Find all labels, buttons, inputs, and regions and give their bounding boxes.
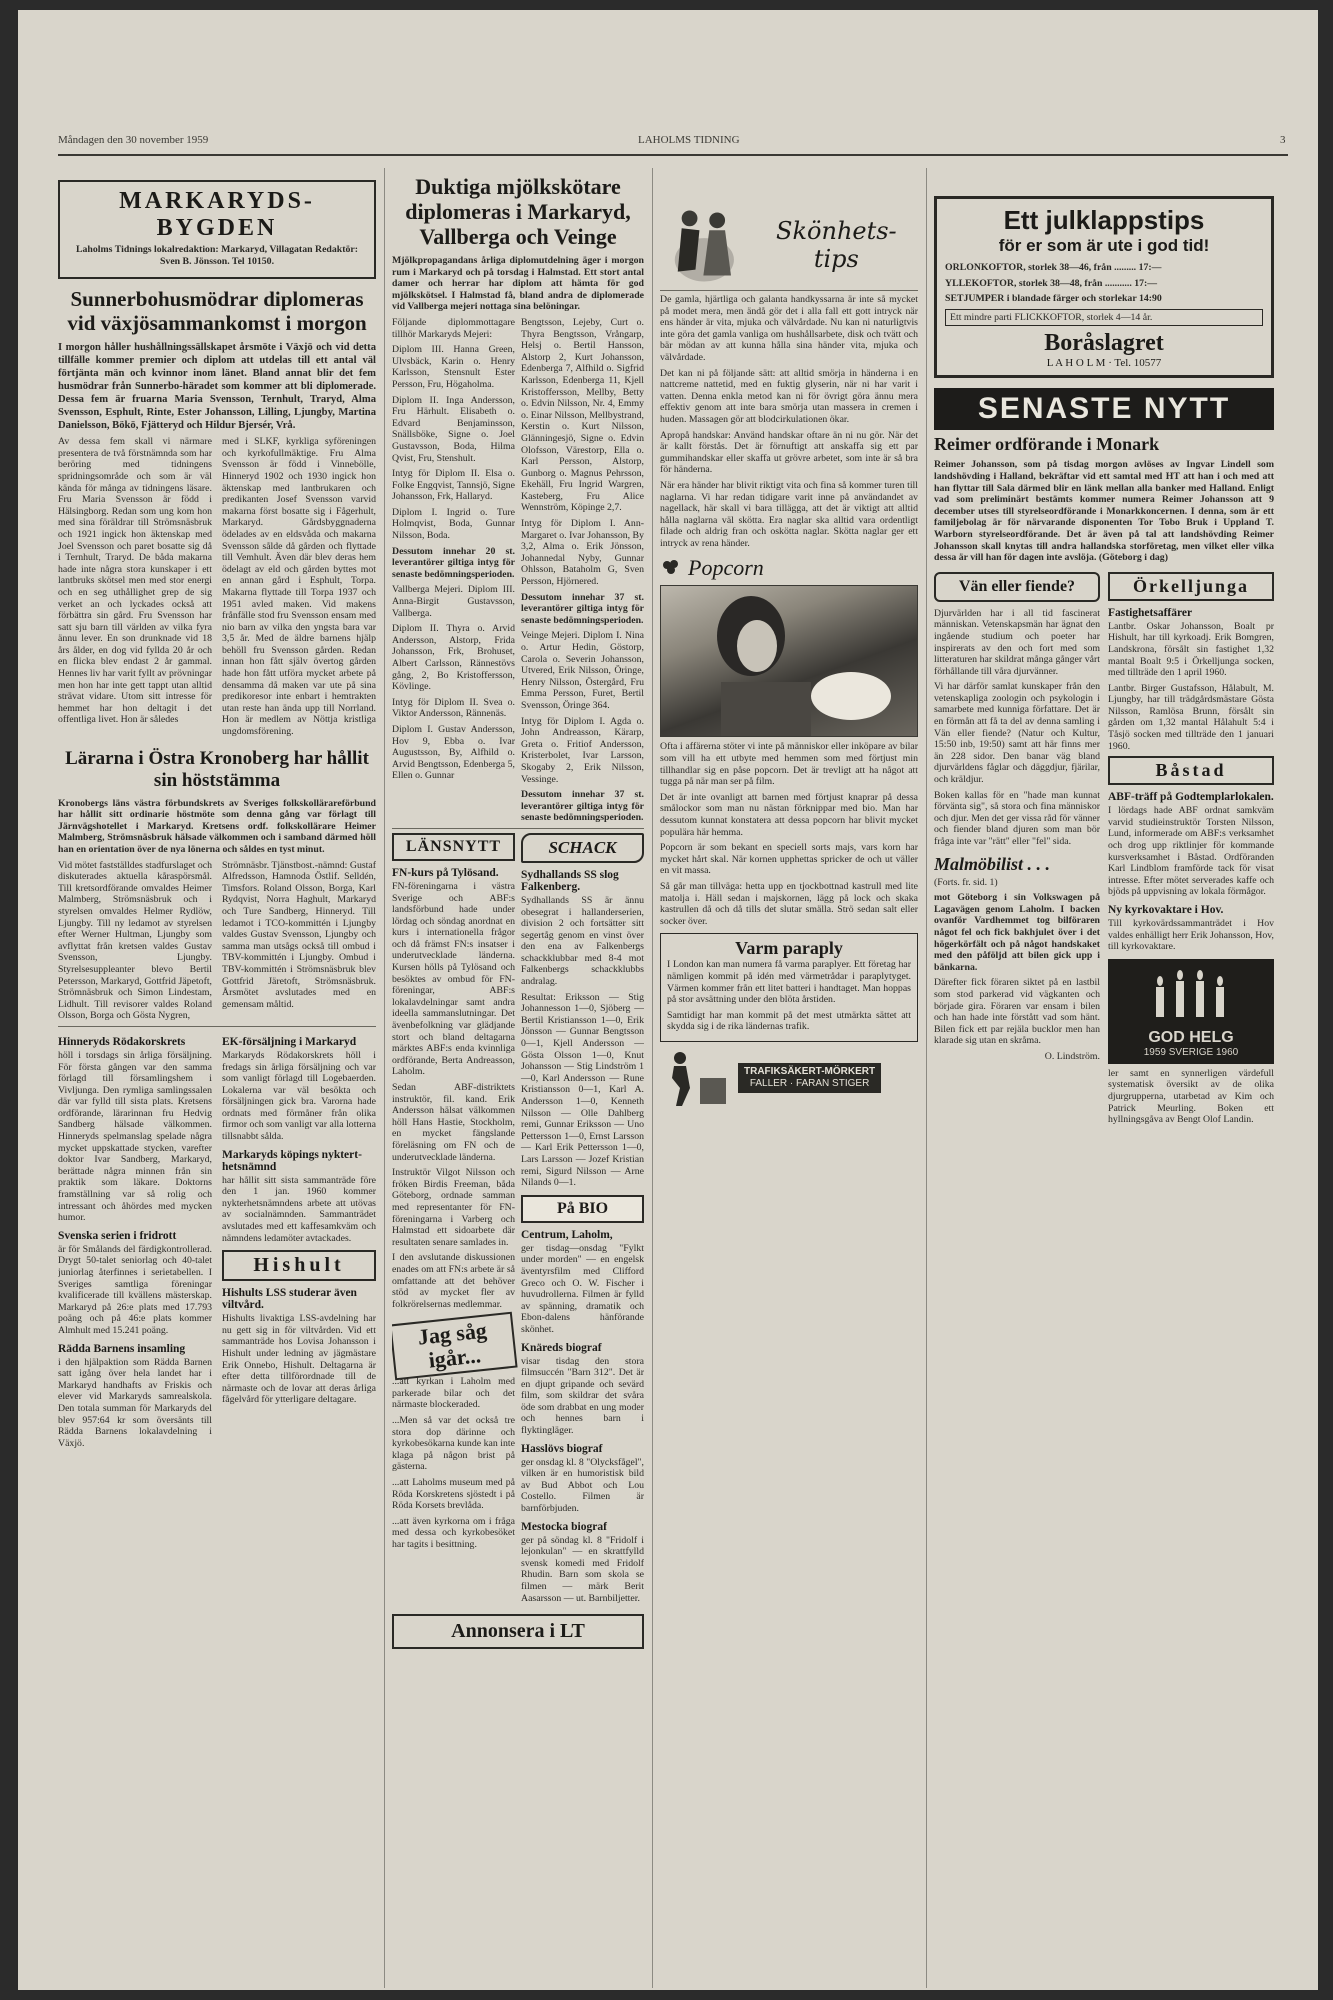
brief-title: Rädda Barnens insamling [58, 1342, 186, 1355]
brief-title: ABF-träff på Godtemplarlokalen. [1108, 791, 1274, 804]
issue-date: Måndagen den 30 november 1959 [58, 134, 209, 146]
brief-title: Ny kyrkovaktare i Hov. [1108, 904, 1224, 916]
orkelljunga-banner: Örkelljunga [1108, 572, 1274, 601]
byline: O. Lindström. [1044, 1050, 1100, 1062]
article-text: Vid mötet fastställdes stadfurslaget och diskuterades aktuella kåraspörsmål. Till kretsordförande omvaldes Heimer Malmberg, Strömsnäsbruk och i styrelsen omvaldes Helmer Rydlöw, Ljungby. Till ny ledamot av styrelsen efter Werner Hultman, Ljungby som avflyttat från kretsen valdes Gustav Svensson, Ljungby. Styrelsesuppleanter blevo Bertil Petersson, Markaryd, Gottfrid Jäpetoft, Strömnäsbruk och Simon Lindestam, Lidhult. Till revisorer valdes Roland Olsson, Borga och Gösta Nygren, [58, 859, 212, 1022]
bastad-banner: Båstad [1108, 756, 1274, 785]
brief-text: Markaryds Rödakorskrets höll i fredags sin årliga försäljning och var som vanligt förlagd till Logebaerden. Lokalerna var väl besökta och försäljningen gick bra. Varorna hade ordnats med förmåner från olika firmor och som vanligt var alla lotterna tillsnabbt sålda. [222, 1049, 376, 1143]
list-text: Intyg för Diplom I. Ann-Margaret o. Ivar Johansson, By 3,2, Alma o. Erik Jönsson, Johannedal Nyby, Gunnar Ohlsson, Bataholm G, Sven Persson, Hjörnered. [521, 518, 644, 588]
news-text: Reimer Johansson, som på tisdag morgon avlöses av Ingvar Lindell som landshövding i Halland, bekräftar vid ett samtal med HT att han i och med att han flyttar till Sala därmed blir en länk mellan alla banker med Halland. Enligt vad som preliminärt bestämts kommer numera Reimer Johansson att 9 december utses till styrelseordförande i Monarkkoncernen. I denna, som är ett familjebolag är för närvarande disponenten Tor Tobo Bruk i Uppland T. Warborn styrelseordförande. Det är även på tal att landshövding Reimer Johansson skall knytas till andra hallandska storföretag, men vilket eller vilka dessa är vill han för dagen inte avslöja. (Göteborg i dag) [934, 459, 1274, 564]
popcorn-title: Popcorn [688, 555, 764, 581]
article-text: Strömnäsbr. Tjänstbost.-nämnd: Gustaf Alfredsson, Hamnoda Östlif. Selldén, Timsfors. Roland Olsson, Borga, Karl Rydqvist, Norra Haghult, Markaryd och Ture Sandberg, Hinneryd. Till ledamot i TCO-kommittén i Ljungby valdes Gustav Svensson, Ljungby och samma man utsågs också till ombud i TBV-kommittén i Ljungby. Ombud i TBV-kommittén i Strömsnäsbruk blev Gottfrid Järetoft, Strömsnäsbruk. Årsmötet avslutades med en gemensam måltid. [222, 859, 376, 1010]
brief-text: ...Men så var det också tre stora dop därinne och kyrkobesökarna kunde kan inte klaga på någon brist på gästerna. [392, 1415, 515, 1473]
varm-paraply-box [660, 933, 918, 1042]
brief-text: i den hjälpaktion som Rädda Barnen satt igång över hela landet har i Markaryd handhafts av Friskis och elever vid Markaryds samrealskola. Den totala summan för Markaryds del blev 957:64 kr som översänts till Rädda Barnens lokalavdelning i Växjö. [58, 1356, 212, 1449]
skonhet-header [660, 200, 918, 290]
list-text: Intyg för Diplom II. Elsa o. Folke Engqvist, Tannsjö, Signe Johansson, Frk, Hallaryd. [392, 468, 515, 503]
column-markaryd [58, 160, 376, 1980]
brief-title: Svenska serien i fridrott [58, 1229, 177, 1242]
list-text: Diplom II. Inga Andersson, Fru Härhult. Elisabeth o. Edvard Benjaminsson, Snällsböke, Signe o. Joel Gustavsson, Boda, Hilma Qvist, Fru, Stenshult. [392, 394, 515, 464]
traffic-sign [738, 1063, 881, 1093]
brief-title: EK-försäljning i Markaryd [222, 1035, 357, 1048]
brief-title: Markaryds köpings nyktert-hetsnämnd [222, 1148, 362, 1173]
julklapp-subtitle: för er som är ute i god tid! [998, 236, 1210, 255]
extra-offer: Ett mindre parti FLICKKOFTOR, storlek 4—14 år. [945, 309, 1263, 327]
newspaper-page [18, 10, 1318, 1990]
brief-text: FN-föreningarna i västra Sverige och ABF:s landsförbund hade under lördag och söndag anordnat en kurs i internationella frågor och då främst FN:s insatser i underutvecklade länderna. Kursen hölls på Tylösand och besöktes av ombud för FN-föreningar, ABF:s lokalavdelningar samt andra ideella sammanslutningar. Det ävenbefolkning var glädjande stort och bland deltagarna märktes ABF:s enda kvinnliga ordförande, Berta Andreasson, Laholm. [392, 880, 515, 1078]
article-text: När era händer har blivit riktigt vita och fina så kommer turen till naglarna. Vi har redan tidigare varit inne på användandet av nagellack, här skall vi bara tillägga, att det är viktigt att alltid hålla naglarna väl skötta. Era naglar ska alltid vara ordentligt filade och aldrig fran och oskötta naglar. Skötta naglar ger ett intryck av rena händer. [660, 479, 918, 549]
lansnytt-schack [392, 828, 644, 1608]
traffic-sign-top: TRAFIKSÄKERT-MÖRKERT [744, 1065, 876, 1077]
column-divider [384, 168, 385, 1988]
candles-icon [1136, 965, 1246, 1025]
woman-photo-icon [661, 586, 918, 736]
article-text: med i SLKF, kyrkliga syföreningen och kyrkofullmäktige. Fru Alma Svensson är född i Vinnebölle, Hinneryd 1902 och 1930 ingick hon äktenskap med lantbrukaren och predikanten Josef Svensson varvid makarna först bosatte sig i Fågerhult, Markaryd. Gårdsbyggnaderna ödelades av en eldsvåda och makarna Svensson sålde då gården och flyttade till Vemhult. Även där blev deras hem ödelagt av eld och gården byttes mot en annan gård i Esphult, Torpa. Makarna flyttade till Torpa 1937 och 1951 avled maken. Vid makens frånfälle stod fru Svensson ensam med nio barn av vilka den yngsta bara var 3,5 år. Med de äldre barnens hjälp behöll fru Svensson gården. Redan innan hon fått själv övertog gården hade hon fått utföra mycket arbete på densamma då maken var ute på sina predikoresor inte enbart i hemtrakten utan reste han ända upp till Norrland. Hon är medlem av Nöttja kristliga ungdomsförening. [222, 436, 376, 738]
article-lead: I morgon håller hushållningssällskapet årsmöte i Växjö och vid detta tillfälle kommer premier och diplom att utdelas till ett antal väl förtjänta män och kvinnor inom länet. Bland annat blir det fem husmödrar från Sunnerbo-häradet som kommer att bli diplomerade. Dessa fem är fruarna Maria Svensson, Ternhult, Traryd, Alma Svensson, Esphult, Rinte, Ester Johansson, Lilling, Ljungby, Martina Danielsson, Bökö, Fjätteryd och Hildur Bjersér, Vrå. [58, 342, 376, 432]
brief-text: höll i torsdags sin årliga försäljning. För första gången var den samma förlagd till församlingshem i Vivljunga. Den rymliga samlingssalen där var fylld till sista plats. Kretsens ordförande, lärarinnan fru Hedvig Sandberg hälsade välkommen. Hinneryds spelmanslag spelade några mycket uppskattade stycken, varefter doktor Ivar Sandberg, Markaryd, berättade några minnen från sin praktik som läkare. Doktorns framställning var så rolig och intressant och åhördes med mycken humor. [58, 1049, 212, 1224]
senaste-banner [934, 388, 1274, 430]
column-skonhet [660, 160, 918, 1980]
list-text: Veinge Mejeri. Diplom I. Nina o. Artur Hedin, Göstorp, Carola o. Severin Johansson, Utvered, Erik Nilsson, Öringe, Henry Nilsson, Östergård, Fru Emma Persson, Furet, Bertil Svensson, Öringe 364. [521, 630, 644, 711]
header-rule [58, 154, 1288, 156]
brief-text: ger på söndag kl. 8 "Fridolf i lejonkulan" — en skrattfylld svensk komedi med Fridolf Rhudin. Barn som skola se filmen — märk Berit Aasarsson — ut. Barnbiljetter. [521, 1534, 644, 1604]
popcorn-photo [660, 585, 918, 737]
news-briefs [58, 1026, 376, 1453]
article-body [58, 860, 376, 1026]
brief-title: Fastighetsaffärer [1108, 606, 1193, 619]
article-text: I London kan man numera få varma paraplyer. Ett företag har nämligen kommit på idén med värmetrådar i paraplytyget. Värmen kommer från ett litet batteri i handtaget. Man hoppas på stor avsättning under den blöta årstiden. [667, 959, 911, 1006]
section-banner [58, 180, 376, 279]
pa-bio-logo: På BIO [521, 1195, 644, 1223]
list-text: Diplom I. Ingrid o. Ture Holmqvist, Boda, Gunnar Nilsson, Boda. [392, 506, 515, 542]
column-ads-news [934, 160, 1274, 1980]
lansnytt-logo: LÄNSNYTT [392, 833, 515, 861]
skonhet-text [660, 290, 918, 549]
julklapp-ad [934, 196, 1274, 378]
pedestrian-icon [660, 1048, 730, 1108]
jag-sag-box [392, 1312, 518, 1381]
jag-sag-title: Jag såg igår... [416, 1317, 488, 1373]
page-number: 3 [1280, 134, 1286, 146]
popcorn-header [660, 555, 918, 581]
photo-caption: Ofta i affärerna stöter vi inte på människor eller inköpare av bilar som vill ha ett utbyte med hemmen som med förtjust min tillhandlar sig en påse popcorn. Det är trevligt att ha något att tugga på när man ser på film. [660, 741, 918, 788]
brief-text: Sedan ABF-distriktets instruktör, fil. kand. Erik Andersson hälsat välkommen höll Hans Hastie, Stockholm, en mycket fängslande föreläsning om FN och de underutvecklade länderna. [392, 1082, 515, 1163]
column-divider [926, 168, 927, 1988]
popcorn-icon [660, 557, 682, 579]
brief-title: Hasslövs biograf [521, 1442, 603, 1455]
brief-text: Resultat: Eriksson — Stig Johannesson 1—0, Sjöberg — Bertil Kristiansson 1—0, Erik Jönsson — Gunnar Bengtsson 0—1, Kjell Andersson — Gösta Olsson 1—0, Knut Johansson — Stig Lindström 1—0, Karl Andersson — Rune Kristiansson 0—1, Karl A. Andersson 1—0, Kenneth Nilsson — Olle Dahlberg remi, Gunnar Eriksson — Uno Pettersson 1—0, Ernst Larsson — Karl Erik Pettersson 1—0, Lars Larsson — Jozef Kristian remi, Sigurd Nilsson — Arne Nilands 0—1. [521, 991, 644, 1189]
malmo-title: Malmöbilist . . . [934, 853, 1051, 874]
diploma-lists [392, 317, 644, 828]
skonhet-title: Skönhets-tips [776, 217, 897, 273]
brief-title: Mestocka biograf [521, 1520, 607, 1533]
article-lead: Mjölkpropagandans årliga diplomutdelning äger i morgon rum i Markaryd och på torsdag i Halmstad. Ett stort antal damer och herrar har diplom att hämta för god mjölkskötsel. I Halmstad få, bland andra de diplomerade vid Vallberga mejeri nottaga sina belöningar. [392, 255, 644, 313]
dancing-couple-icon [660, 200, 749, 290]
list-text: Dessutom innehar 20 st. leverantörer giltiga intyg för senaste bedömningsperioden. [392, 545, 515, 580]
brief-title: Hishults LSS studerar även viltvård. [222, 1287, 357, 1312]
julklapp-title: Ett julklappstips [1003, 205, 1205, 235]
brief-title: Hinneryds Rödakorskrets [58, 1035, 186, 1048]
brief-title: Sydhallands SS slog Falkenberg. [521, 868, 619, 893]
annonsera-ad: Annonsera i LT [392, 1614, 644, 1649]
column-mjolk [392, 160, 644, 1980]
article-text: Det är inte ovanligt att barnen med förtjust knaprar på dessa smålockor som man nu nästan förknippar med bio. Man har dessutom kunnat konstatera att dessa popcorn har blivit mycket populära här hemma. [660, 791, 918, 838]
van-fiende-title: Vän eller fiende? [934, 572, 1100, 602]
section-title: MARKARYDS-BYGDEN [119, 188, 315, 241]
god-helg-year: 1959 SVERIGE 1960 [1143, 1046, 1239, 1058]
malmo-sub: (Forts. fr. sid. 1) [934, 876, 998, 888]
brief-text: Hishults livaktiga LSS-avdelning har nu gett sig in för viltvården. Vid ett sammanträde hos Lovisa Johansson i Hishult under ledning av jägmästare Erik Onnebo, Hishult. Deltagarna är efter detta tillförordnade till de närmaste och de lovar att deras årliga fågelvård för ytterligare deltagare. [222, 1313, 376, 1406]
brief-text: Sydhallands SS är ännu obesegrat i hallanderserien, division 2 och fortsätter sitt segertåg genom en vinst över den ena av Falkenbergs schackklubbar med 8-4 mot Falkenbergs schackklubbs andralag. [521, 894, 644, 988]
article-text: Av dessa fem skall vi närmare presentera de två förstnämnda som har beröring med tidningens spridningsområde och som är väl kända för många av tidningens läsare. Fru Maria Svensson är född i Hälsingborg. Redan som ung kom hon med sina föräldrar till Strömsnäsbruk och 1921 ingick hon äktenskap med Joel Svensson och paret bosatte sig då i Ternhult, Traryd. De båda makarna hade inte några stora kunskaper i ett lantbruks skötsel men med stor energi och en seg uthållighet grep de sig verket an och lyckades också att förbättra sin gård. Fru Svensson har satt sju barn till världen av vilka fyra ännu lever. En son drunknade vid 18 års ålder, en dog vid fyllda 20 år och en flicka blev endast 2 år gammal. Hennes liv har varit fyllt av prövningar men hon har inte gett tappt utan alltid strävat vidare. Utom sitt intresse för hemmet har hon deltagit i det offentliga livet. Hon är således [58, 436, 212, 726]
headline: Sunnerbohusmödrar diplomeras vid växjösammankomst i morgon [67, 287, 367, 336]
store-contact: L A H O L M · Tel. 10577 [1046, 357, 1162, 370]
store-name: Boråslagret [1044, 330, 1164, 357]
brief-text: Lantbr. Birger Gustafsson, Hålabult, M. Ljungby, har till trädgårdsmästare Gösta Nilsson, Ramlösa Brunn, försålt sin gården om 1,32 mantal Hålahult 5:4 i Tåsjö socken med tillträde den 1 januari 1960. [1108, 682, 1274, 752]
god-helg-text: GOD HELG [1148, 1028, 1234, 1046]
price-line: ORLONKOFTOR, storlek 38—46, från ......... 17:— [945, 262, 1162, 273]
schack-logo: SCHACK [521, 833, 644, 863]
article-text: Därefter fick föraren siktet på en lastbil som stod parkerad vid vägkanten och började gira. Föraren var ensam i bilen och han hade inte förstått vad som hänt. Bilen fick ett par rejäla bucklor men han klarade sig utan en skråma. [934, 977, 1100, 1047]
brief-text: ...att Laholms museum med på Röda Korskretens sjöstedt i på Röda Korsets brevlåda. [392, 1477, 515, 1512]
article-text: Apropå handskar: Använd handskar oftare än ni nu gör. När det är kallt förstås. Det är förnuftigt att anskaffa sig ett par gummihandskar eller skaffa ut grövre arbetet, som inte är så bra för händerna. [660, 429, 918, 476]
brief-text: ...att kyrkan i Laholm med parkerade bilar och det närmaste blockeraded. [392, 1376, 515, 1411]
brief-text: är för Smålands del färdigkontrollerad. Drygt 50-talet seniorlag och 40-talet juniorlag återfinnes i serietabellen. I Sveriges samtliga föreningar kvalificerade till kvällens mästerskap. Markaryd på 26:e plats med 17.793 poäng och på 46:e plats kommer Almhult med 15.241 poäng. [58, 1243, 212, 1336]
article-text: mot Göteborg i sin Volkswagen på Lagavägen genom Laholm. I backen ovanför Vardhemmet tog bilföraren något fel och fick bakhjulet över i det högerkörfält och på något handskaket med den påföljd att bilen gick upp i bänkarna. [934, 892, 1100, 973]
brief-text: ...att även kyrkorna om i fråga med dessa och kyrkobesöket har tagits i besittning. [392, 1515, 515, 1550]
brief-text: har hållit sitt sista sammanträde före den 1 jan. 1960 kommer nykterhetsnämndens arbete att utövas av socialnämnden. Sammanträdet avslutades med ett kaffesamkväm och nämndens ledamöter avtackades. [222, 1174, 376, 1244]
brief-title: Centrum, Laholm, [521, 1228, 613, 1241]
column-divider [652, 168, 653, 1988]
list-text: Dessutom innehar 37 st. leverantörer giltiga intyg för senaste bedömningsperioden. [521, 789, 644, 824]
list-text: Intyg för Diplom I. Agda o. John Andreasson, Kärarp, Greta o. Fritiof Andersson, Kristerbolet, Ivar Larsson, Skogaby 2, Erik Nilsson, Vessinge. [521, 715, 644, 785]
headline: Lärarna i Östra Kronoberg har hållit sin höststämma [65, 747, 369, 791]
brief-text: Till kyrkovärdssammanträdet i Hov valdes enhälligt herr Erik Johansson, Hov, till kyrkovaktare. [1108, 918, 1274, 953]
article-text: Popcorn är som bekant en speciell sorts majs, vars korn har mycket hårt skal. När kornen upphettas spricker de och ut väller en vit massa. [660, 842, 918, 877]
price-line: SETJUMPER i blandade färger och storlekar 14:90 [945, 293, 1162, 305]
brief-text: ger onsdag kl. 8 "Olycksfågel", vilken är en humoristisk bild av Bud Abbot och Lou Costello. Filmen är barnförbjuden. [521, 1456, 644, 1515]
brief-text: ger tisdag—onsdag "Fylkt under morden" — en engelsk äventyrsfilm med Clifford Greco och O. W. Fischer i huvudrollerna. Filmen är fylld av spänning, dramatik och Ebon-dalens hänförande skönhet. [521, 1242, 644, 1335]
brief-text: Lantbr. Oskar Johansson, Boalt pr Hishult, har till kyrkoadj. Erik Bomgren, Landskrona, försålt sin fastighet 1,32 mantal Boalt 9:5 i Örkelljunga socken, med tillträde den 1 april 1960. [1108, 620, 1274, 679]
brief-text: I lördags hade ABF ordnat samkväm varvid studieinstruktör Torsten Nilsson, Lund, informerade om ABF:s verksamhet och drog upp riktlinjer för kommande kursverksamhet i Båstad. Ordföranden Karl Lindblom framförde tack för visat intresse. Efter mötet serverades kaffe och bjöds på uppvisning av lokala förmågor. [1108, 805, 1274, 898]
list-text: Diplom II. Thyra o. Arvid Andersson, Alstorp, Frida Johansson, Frk, Brohuset, Albert Carlsson, Rännestövs gång, 2, Bo Kristoffersson, Kövlinge. [392, 623, 515, 693]
list-text: Diplom III. Hanna Green, Ulvsbäck, Karin o. Henry Karlsson, Stensnult Ester Persson, Fru, Högaholma. [392, 344, 515, 390]
brief-text: visar tisdag den stora filmsuccén "Barn 312". Det är en djupt gripande och sevärd film, som skildrar det svåra öde som drabbat en ung moder och hennes barn i flyktingläger. [521, 1355, 644, 1437]
list-text: Bengtsson, Lejeby, Curt o. Thyra Bengtsson, Vrångarp, Helsj o. Bertil Hansson, Alstorp 2, Kurt Johansson, Edenberga 7, Alfhild o. Sigfrid Karlsson, Edenberga 11, Kjell Kristoffersson, Mellby, Betty o. Edvin Nilsson, Nr. 4, Emmy o. Einar Nilsson, Mellbystrand, Kerstin o. Kurt Nilsson, Glänningesjö, Signe o. Edvin Olofsson, Värestorp, Ella o. Karl Persson, Alstorp, Gunborg o. Magnus Pehrsson, Ekehäll, Fru Ingrid Wargren, Kasteberg, Fru Alice Wennström, Köpinge 2,7. [521, 316, 644, 514]
price-line: YLLEKOFTOR, storlek 38—48, från ........... 17:— [945, 277, 1158, 289]
god-helg-stamp [1108, 959, 1274, 1064]
article-body [58, 436, 376, 741]
list-text: Vallberga Mejeri. Diplom III. Anna-Birgit Gustavsson, Vallberga. [392, 584, 515, 619]
traffic-sign-bottom: FALLER · FARAN STIGER [749, 1077, 870, 1089]
article-text: Djurvärlden har i all tid fascinerat människan. Vetenskapsmän har ägnat den ingående studium och poeter har inspirerats av den och fort med som litteraturen har skildrat många gånger vårt förhållande till våra djurvänner. [934, 607, 1100, 677]
varm-title: Varm paraply [735, 938, 843, 959]
brief-text: I den avslutande diskussionen enades om att FN:s arbete är så omfattande att det behöver stöd av mycket fler av folkrörelsernas medlemmar. [392, 1252, 515, 1310]
article-lead: Kronobergs läns västra förbundskrets av Sveriges folkskollärareförbund har hållit sitt ordinarie höstmöte som denna gång var förlagt till Järnvägshotellet i Markaryd. Kretsens ordf. folkskollärare Heimer Malmberg, Strömsnäsbruk hälsade välkommen och i samband därmed höll han en orientation över de nya lönerna och såldes en tyst minut. [58, 797, 376, 855]
article-text: Samtidigt har man kommit på det mest utmärkta sättet att skydda sig i de rika ländernas trafik. [667, 1009, 911, 1033]
senaste-title: SENASTE NYTT [977, 392, 1231, 426]
list-text: Dessutom innehar 37 st. leverantörer giltiga intyg för senaste bedömningsperioden. [521, 591, 644, 626]
brief-text: Instruktör Vilgot Nilsson och fröken Birdis Freeman, båda Göteborg, ordnade samman med representanter för FN-föreningarna i Varberg och Halmstad ett sidoarbete där resultaten senare samlades in. [392, 1167, 515, 1248]
hishult-banner: Hishult [222, 1250, 376, 1281]
list-text: Intyg för Diplom II. Svea o. Viktor Andersson, Rännenäs. [392, 696, 515, 720]
masthead: LAHOLMS TIDNING [638, 134, 740, 146]
article-text: De gamla, hjärtliga och galanta handkyssarna är inte så mycket på modet mera, men ändå gör det i alla fall ett gott intryck när ens händer är vita, mjuka och välvårdade. Nu kan ni naturligtvis inte göra det gamla vanliga om hushållsarbete, disk och tvätt och bär mödan av att kunna hålla sina händer vita, mjuka och välvårdade. [660, 294, 918, 363]
list-text: Följande diplommottagare tillhör Markaryds Mejeri: [392, 316, 515, 340]
lower-columns [934, 568, 1274, 1130]
section-subtitle: Laholms Tidnings lokalredaktion: Markaryd, Villagatan Redaktör: Sven B. Jönsson. Tel 10150. [76, 244, 358, 267]
article-text: Vi har därför samlat kunskaper från den vetenskapliga zoologin och psykologin i samarbete med kunniga författare. Det är en förmån att få ta del av denna samling i Vän eller fiende? (Natur och Kultur, 15:50 inb, 19:50) samt att här finns mer än 228 sidor. Den banar väg bland djurvärldens fåglar och däggdjur, fjärilar, och kräldjur. [934, 681, 1100, 786]
article-text: ler samt en synnerligen värdefull systematisk översikt av de olika djurgrupperna, utarbetad av Kim och Patrick Meurling. Boken ett hyllningsgåva av Bengt Olof Landin. [1108, 1067, 1274, 1126]
article-text: Boken kallas för en "hade man kunnat förvänta sig", så stora och fina människor och djur. Men det ger vissa råd för vänner och fiender bland djuren som man bör fråga inte var "rätt" eller "fel" sida. [934, 789, 1100, 847]
headline: Reimer ordförande i Monark [934, 434, 1160, 455]
article-text: Det kan ni på följande sätt: att alltid smörja in händerna i en nattcreme nattetid, med en fuktig glyserin, när ni har varit i vatten. Denna enkla metod kan ni för övrigt göra ännu mera effektiv genom att inte bara smörja utan massera in cremen i huden. Massagen gör att blodcirkulationen ökar. [660, 367, 918, 425]
list-text: Diplom I. Gustav Andersson, Hov 9, Ebba o. Ivar Augustsson, By, Alfhild o. Arvid Bengtsson, Edenberga 5, Ellen o. Gunnar [392, 723, 515, 782]
brief-title: Knäreds biograf [521, 1341, 602, 1354]
headline: Duktiga mjölkskötare diplomeras i Markaryd, Vallberga och Veinge [405, 174, 631, 249]
article-text: Så går man tillväga: hetta upp en tjockbottnad kastrull med lite matolja i. Häll sedan i majskornen, lägg på lock och skaka kastrullen då och då tills det slutar smälla. Strö sedan salt eller socker över. [660, 881, 918, 927]
traffic-ad [660, 1048, 918, 1108]
brief-title: FN-kurs på Tylösand. [392, 866, 499, 879]
